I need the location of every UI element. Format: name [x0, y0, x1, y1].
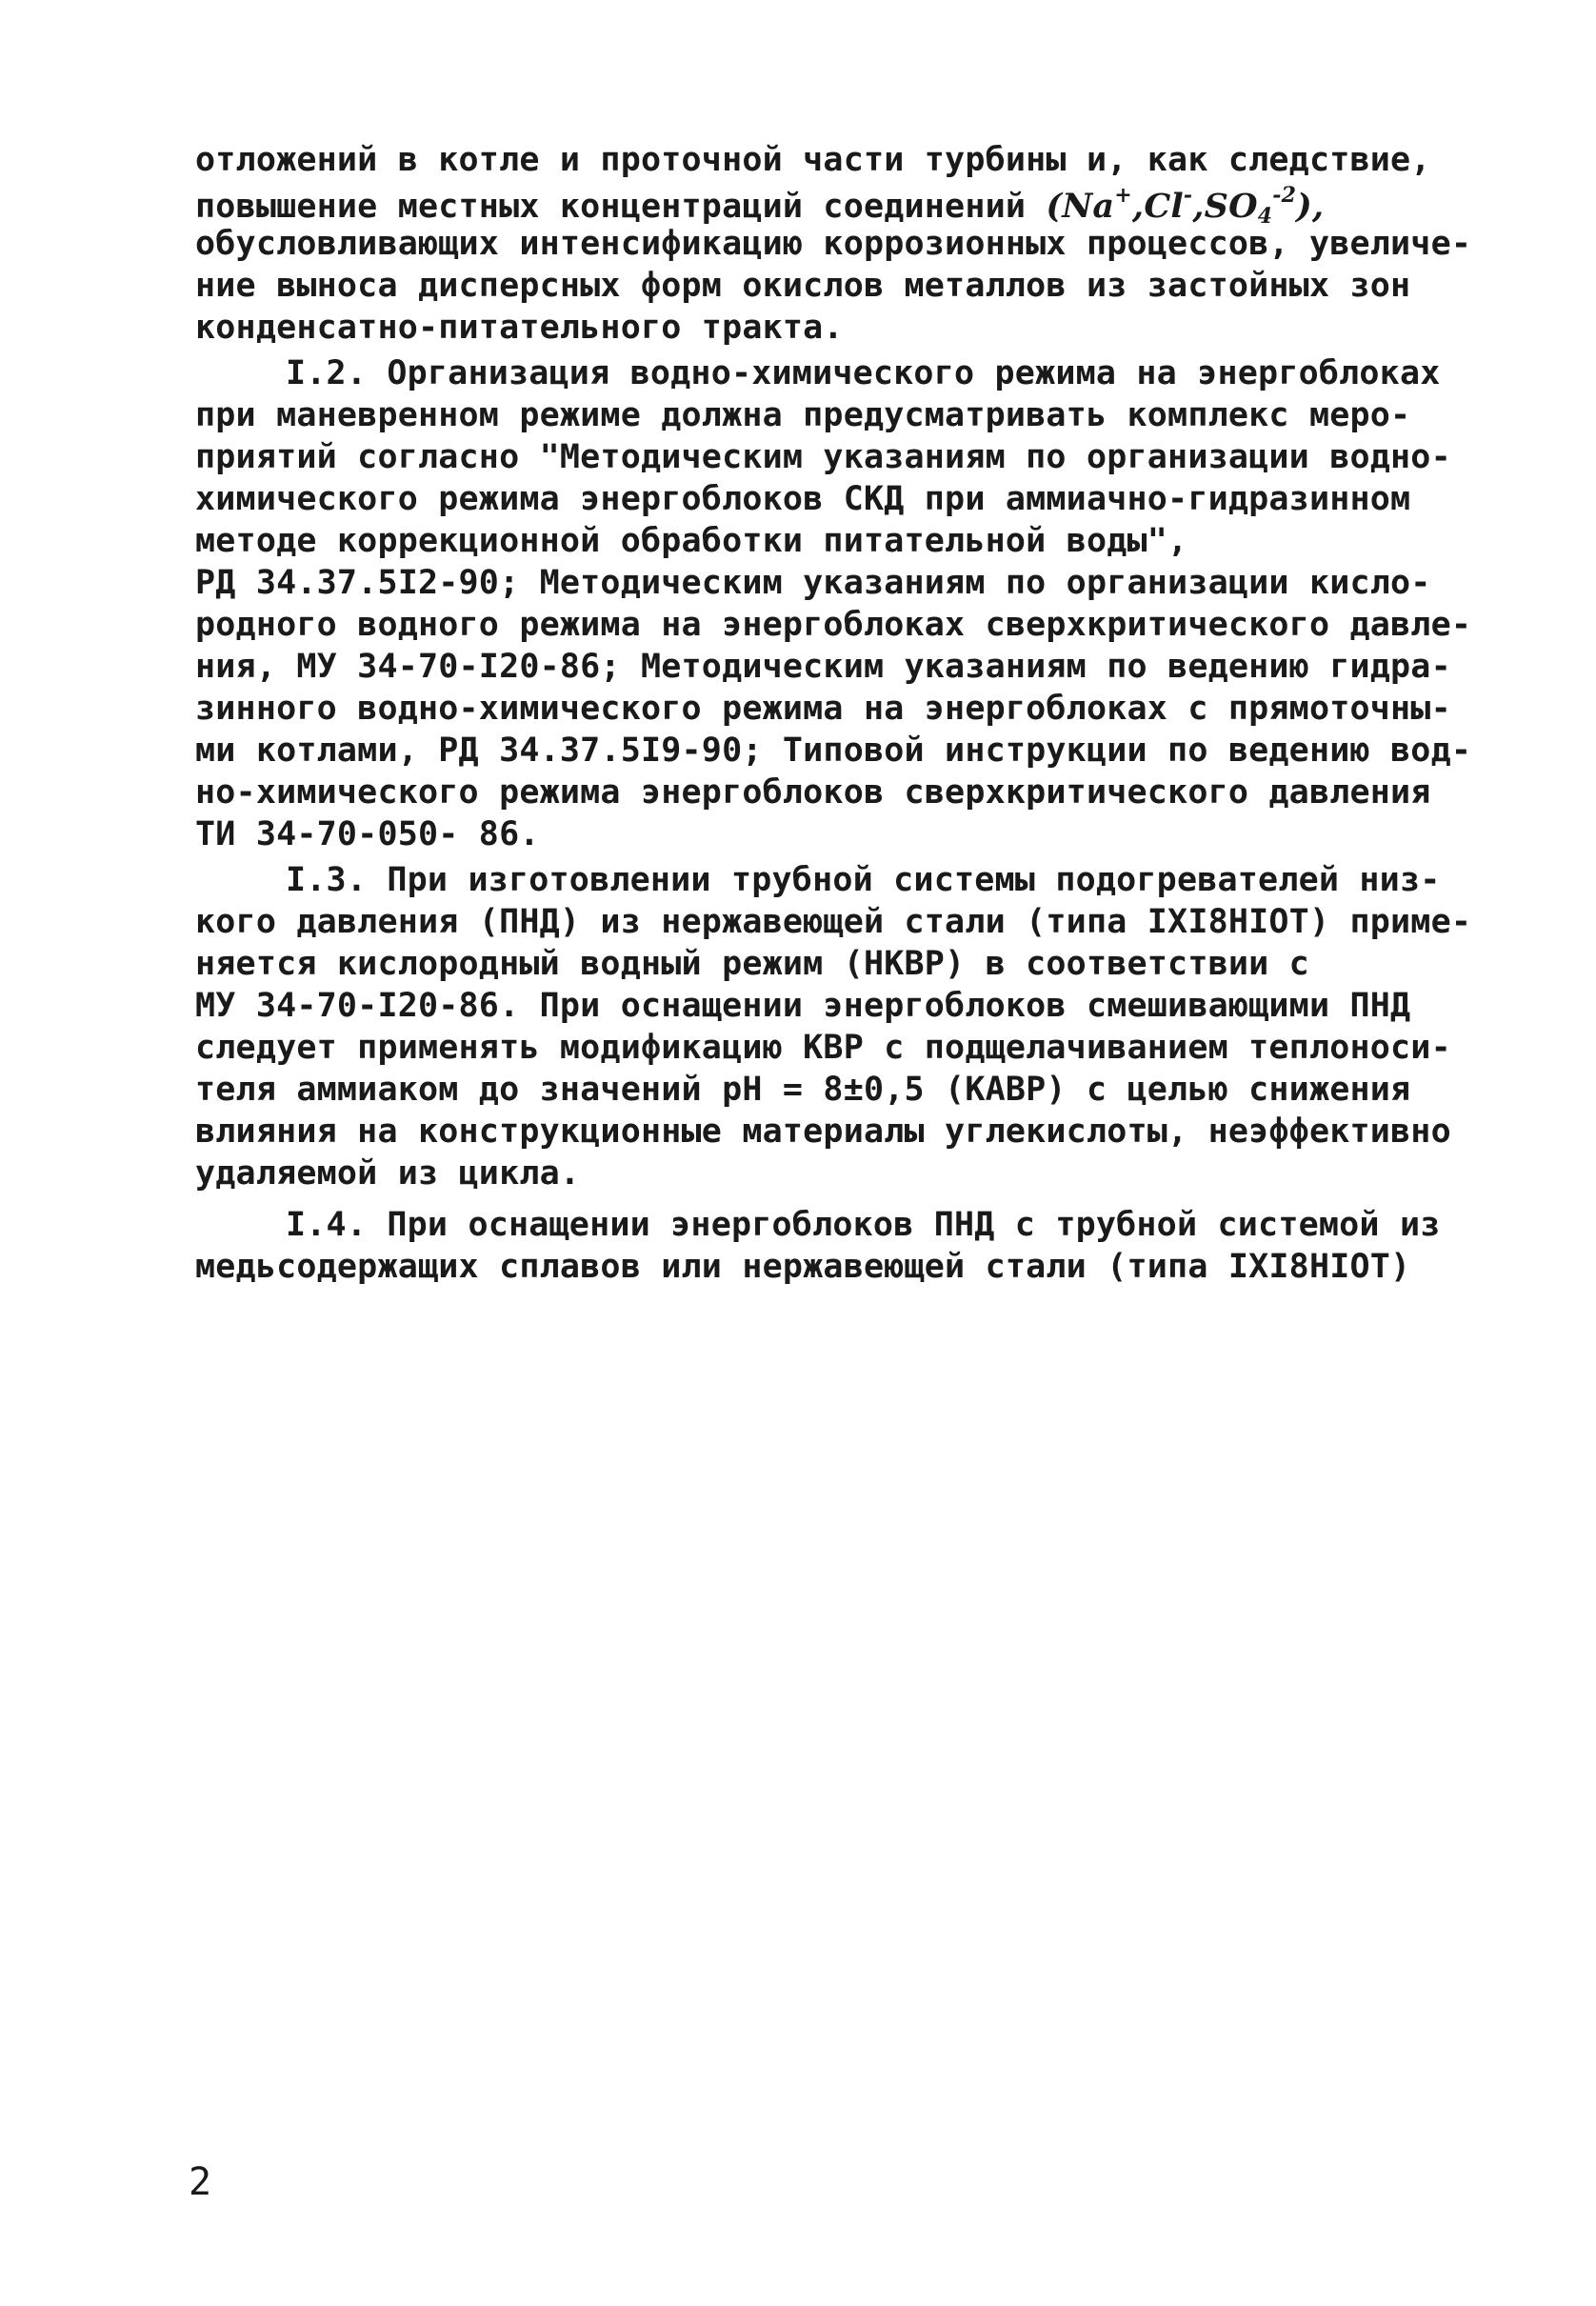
text-line-14: зинного водно-химического режима на энергоблоках с прямоточны- [195, 690, 1451, 728]
text-line-4: ние выноса дисперсных форм окислов металлов из застойных зон [195, 267, 1411, 305]
text-line-22: следует применять модификацию КВР с подщелачиванием теплоноси- [195, 1029, 1451, 1067]
text-line-11: РД 34.37.5I2-90; Методическим указаниям по организации кисло- [195, 564, 1431, 602]
chemical-formula [1046, 183, 1325, 229]
formula-na-charge: + [1114, 183, 1132, 208]
formula-sep-2: , [1192, 187, 1205, 226]
section-1-2-heading-line: I.2. Организация водно-химического режима на энергоблоках [286, 354, 1441, 392]
text-line-3: обусловливающих интенсификацию коррозионных процессов, увеличе- [195, 225, 1472, 263]
text-line-17: ТИ 34-70-050- 86. [195, 815, 540, 853]
formula-cl: Cl [1144, 187, 1184, 226]
text-line-25: удаляемой из цикла. [195, 1154, 581, 1193]
text-line-1: отложений в котле и проточной части турбины и, как следствие, [195, 141, 1431, 179]
text-line-19: кого давления (ПНД) из нержавеющей стали (типа IXI8HIOT) приме- [195, 903, 1472, 941]
text-line-16: но-химического режима энергоблоков сверхкритического давления [195, 773, 1431, 812]
text-line-12: родного водного режима на энергоблоках сверхкритического давле- [195, 606, 1472, 644]
formula-cl-charge: - [1183, 183, 1193, 208]
text-line-5: конденсатно-питательного тракта. [195, 309, 844, 347]
formula-na: Na [1062, 187, 1115, 226]
formula-sep-1: , [1131, 187, 1145, 226]
text-line-10: методе коррекционной обработки питательной воды", [195, 522, 1188, 560]
text-line-9: химического режима энергоблоков СКД при аммиачно-гидразинном [195, 480, 1411, 518]
formula-open-paren: ( [1046, 187, 1063, 226]
page-number: 2 [189, 2160, 212, 2204]
text-line-24: влияния на конструкционные материалы углекислоты, неэффективно [195, 1113, 1451, 1151]
text-line-13: ния, МУ 34-70-I20-86; Методическим указаниям по ведению гидра- [195, 648, 1451, 686]
formula-so-sub: 4 [1257, 204, 1273, 229]
text-line-2 [195, 183, 1324, 229]
text-line-20: няется кислородный водный режим (НКВР) в соответствии с [195, 945, 1309, 983]
text-line-21: МУ 34-70-I20-86. При оснащении энергоблоков смешивающими ПНД [195, 987, 1411, 1025]
text-line-23: теля аммиаком до значений pH = 8±0,5 (КАВР) с целью снижения [195, 1071, 1411, 1109]
text-line-15: ми котлами, РД 34.37.5I9-90; Типовой инструкции по ведению вод- [195, 732, 1472, 770]
formula-so-charge: -2 [1272, 183, 1297, 208]
text-line-8: приятий согласно "Методическим указаниям по организации водно- [195, 438, 1451, 476]
formula-close-paren: ), [1296, 187, 1325, 226]
text-line-27: медьсодержащих сплавов или нержавеющей стали (типа IXI8HIOT) [195, 1248, 1411, 1286]
section-1-4-heading-line: I.4. При оснащении энергоблоков ПНД с трубной системой из [286, 1206, 1441, 1244]
formula-so: SO [1204, 187, 1258, 226]
text-line-7: при маневренном режиме должна предусматривать комплекс меро- [195, 396, 1411, 434]
section-1-3-heading-line: I.3. При изготовлении трубной системы подогревателей низ- [286, 861, 1441, 899]
text-line-2-text: повышение местных концентраций соединений [195, 188, 1027, 226]
